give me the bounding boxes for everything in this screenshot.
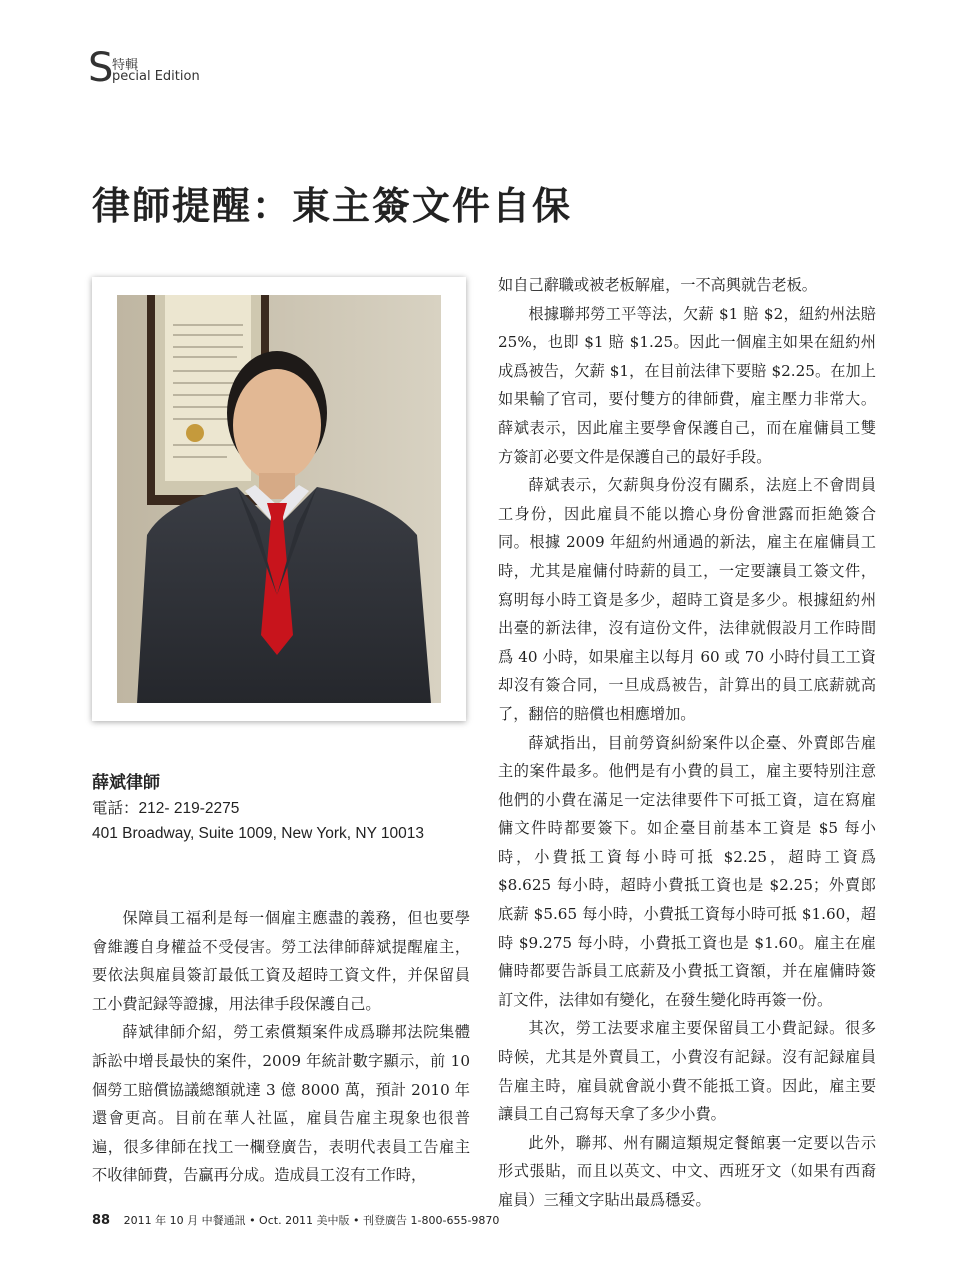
phone-number: 電話：212- 219-2275 [92,800,240,817]
article-headline: 律師提醒：東主簽文件自保 [92,183,573,228]
paragraph: 其次，勞工法要求雇主要保留員工小費記録。很多時候，尤其是外賣員工，小費沒有記録。沒有記録雇員告雇主時，雇員就會説小費不能抵工資。因此，雇主要讓員工自己寫每天拿了多少小費。 [498,1019,876,1124]
paragraph: 此外，聯邦、州有關這類規定餐館裏一定要以告示形式張貼，而且以英文、中文、西班牙文（如果有西裔雇員）三種文字貼出最爲穩妥。 [498,1133,876,1209]
article-right-column [498,271,876,1215]
lawyer-name: 薛斌律師 [92,773,160,793]
page-number: 88 [92,1213,111,1228]
paragraph: 保障員工福利是每一個雇主應盡的義務，但也要學會維護自身權益不受侵害。勞工法律師薛斌提醒雇主，要依法與雇員簽訂最低工資及超時工資文件，并保留員工小費記録等證據，用法律手段保護自己。 [92,909,470,1013]
section-english: pecial Edition [112,69,200,84]
contact-info [92,796,424,846]
office-address: 401 Broadway, Suite 1009, New York, NY 10013 [92,825,425,842]
section-chinese: 特輯 [112,58,139,73]
photo-frame [92,277,466,721]
paragraph: 薛斌律師介紹，勞工索償類案件成爲聯邦法院集體訴訟中增長最快的案件，2009 年統計數字顯示，前 10 個勞工賠償協議總額就達 3 億 8000 萬，預計 2010 年還會更高。目前在華人社區，雇員告雇主現象也很普遍，很多律師在找工一欄登廣告，表明代表員工告雇主不收律師費，告贏再分成。造成員工沒有工作時， [92,1023,470,1185]
page-footer [92,1212,499,1228]
section-initial: S [88,45,114,91]
paragraph: 根據聯邦勞工平等法，欠薪 $1 賠 $2，紐約州法賠 25%，也即 $1 賠 $1.25。因此一個雇主如果在紐約州成爲被告，欠薪 $1，在目前法律下要賠 $2.25。在加上如果輸了官司，要付雙方的律師費，雇主壓力非常大。薛斌表示，因此雇主要學會保護自己，而在雇傭員工雙方簽訂必要文件是保護自己的最好手段。 [498,304,876,466]
lawyer-portrait-photo [117,295,441,703]
section-label [88,45,288,91]
paragraph: 薛斌指出，目前勞資糾紛案件以企臺、外賣郎告雇主的案件最多。他們是有小費的員工，雇主要特别注意他們的小費在滿足一定法律要件下可抵工資，這在寫雇傭文件時都要簽下。如企臺目前基本工資是 $5 每小時，小費抵工資每小時可抵 $2.25，超時工資爲 $8.625 每小時，超時小費抵工資也是 $2.25；外賣郎底薪 $5.65 每小時，小費抵工資每小時可抵 $1.60，超時 $9.275 每小時，小費抵工資也是 $1.60。雇主在雇傭時都要告訴員工底薪及小費抵工資額，并在雇傭時簽訂文件，法律如有變化，在發生變化時再簽一份。 [498,733,876,1009]
article-left-column [92,904,470,1190]
paragraph: 如自己辭職或被老板解雇，一不高興就告老板。 [498,276,817,294]
footer-text: 2011 年 10 月 中餐通訊 • Oct. 2011 美中版 • 刊登廣告 1-800-655-9870 [123,1214,500,1227]
paragraph: 薛斌表示，欠薪與身份沒有關系，法庭上不會問員工身份，因此雇員不能以擔心身份會泄露而拒絶簽合同。根據 2009 年紐約州通過的新法，雇主在雇傭員工時，尤其是雇傭付時薪的員工，一定要讓員工簽文件，寫明每小時工資是多少，超時工資是多少。根據紐約州出臺的新法律，沒有這份文件，法律就假設月工作時間爲 40 小時，如果雇主以每月 60 或 70 小時付員工工資却沒有簽合同，一旦成爲被告，計算出的員工底薪就高了，翻倍的賠償也相應增加。 [498,476,876,723]
